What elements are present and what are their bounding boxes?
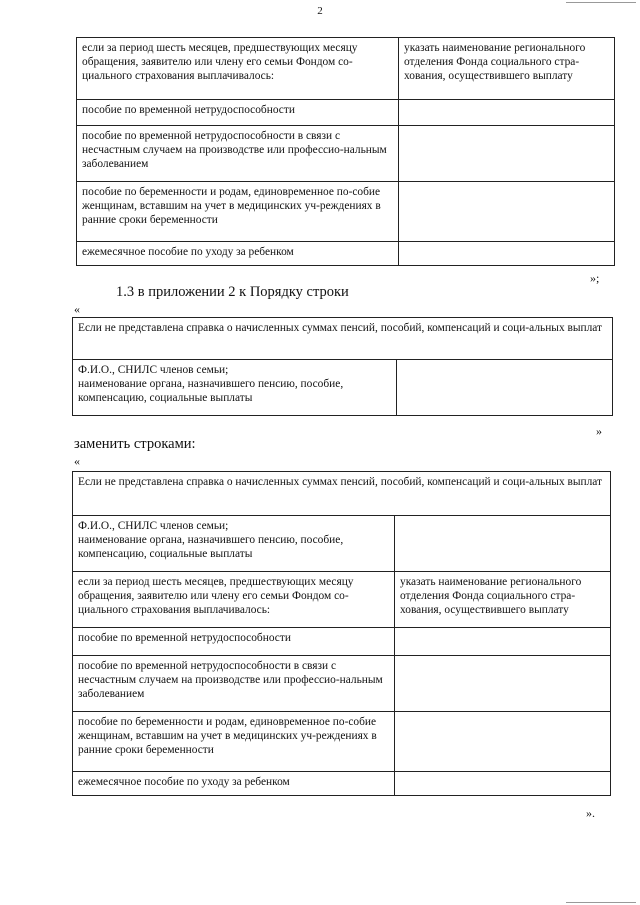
- table-cell: [395, 628, 611, 656]
- table-new-rows: [72, 471, 611, 796]
- opening-quote: «: [74, 302, 80, 316]
- paragraph-amendment: 1.3 в приложении 2 к Порядку строки: [116, 284, 349, 300]
- table-row: [77, 182, 615, 242]
- table-cell: пособие по временной нетрудоспособности в связи с несчастным случаем на производстве или профессио-нальным заболеванием: [73, 656, 395, 712]
- table-cell: [399, 242, 615, 266]
- table-cell: пособие по беременности и родам, единовременное по-собие женщинам, вставшим на учет в медицинских уч-реждениях в ранние сроки беременности: [73, 712, 395, 772]
- table-cell: указать наименование регионального отделения Фонда социального стра-хования, осуществившего выплату: [399, 38, 615, 100]
- table-row: [73, 516, 611, 572]
- table-cell: ежемесячное пособие по уходу за ребенком: [73, 772, 395, 796]
- table-cell: пособие по временной нетрудоспособности в связи с несчастным случаем на производстве или профессио-нальным заболеванием: [77, 126, 399, 182]
- table-cell: [395, 656, 611, 712]
- scan-artifact: [566, 902, 636, 903]
- table-row: [73, 772, 611, 796]
- table-cell: Ф.И.О., СНИЛС членов семьи; наименование органа, назначившего пенсию, пособие, компенсацию, социальные выплаты: [73, 360, 397, 416]
- table-cell: [395, 712, 611, 772]
- table-row: [73, 656, 611, 712]
- table-row: [77, 38, 615, 100]
- table-cell: [399, 126, 615, 182]
- table-cell: пособие по временной нетрудоспособности: [77, 100, 399, 126]
- table-row: [77, 100, 615, 126]
- table-cell: [399, 100, 615, 126]
- table-header-cell: Если не представлена справка о начисленных суммах пенсий, пособий, компенсаций и соци-альных выплат: [73, 472, 611, 516]
- page-number: 2: [317, 5, 323, 17]
- table-row: [77, 242, 615, 266]
- closing-quote: ».: [586, 806, 595, 820]
- table-cell: если за период шесть месяцев, предшествующих месяцу обращения, заявителю или члену его семьи Фондом со-циального страхования выплачивалось:: [77, 38, 399, 100]
- table-cell: указать наименование регионального отделения Фонда социального стра-хования, осуществившего выплату: [395, 572, 611, 628]
- table-cell: [395, 516, 611, 572]
- table-cell: пособие по временной нетрудоспособности: [73, 628, 395, 656]
- opening-quote: «: [74, 454, 80, 468]
- table-cell: пособие по беременности и родам, единовременное по-собие женщинам, вставшим на учет в медицинских уч-реждениях в ранние сроки беременности: [77, 182, 399, 242]
- table-row: [73, 628, 611, 656]
- table-cell: Ф.И.О., СНИЛС членов семьи; наименование органа, назначившего пенсию, пособие, компенсацию, социальные выплаты: [73, 516, 395, 572]
- table-cell: [397, 360, 613, 416]
- paragraph-replace: заменить строками:: [74, 436, 196, 452]
- table-cell: [395, 772, 611, 796]
- table-cell: если за период шесть месяцев, предшествующих месяцу обращения, заявителю или члену его семьи Фондом со-циального страхования выплачивалось:: [73, 572, 395, 628]
- table-cell: [399, 182, 615, 242]
- table-cell: ежемесячное пособие по уходу за ребенком: [77, 242, 399, 266]
- scan-artifact: [566, 2, 636, 3]
- closing-quote: »;: [590, 271, 600, 285]
- table-row: [77, 126, 615, 182]
- table-existing-rows: [76, 37, 615, 266]
- table-old-rows: [72, 317, 613, 416]
- table-header-cell: Если не представлена справка о начисленных суммах пенсий, пособий, компенсаций и соци-альных выплат: [73, 318, 613, 360]
- table-row: [73, 572, 611, 628]
- table-row: [73, 318, 613, 360]
- table-row: [73, 360, 613, 416]
- table-row: [73, 712, 611, 772]
- closing-quote: »: [596, 424, 602, 438]
- table-row: [73, 472, 611, 516]
